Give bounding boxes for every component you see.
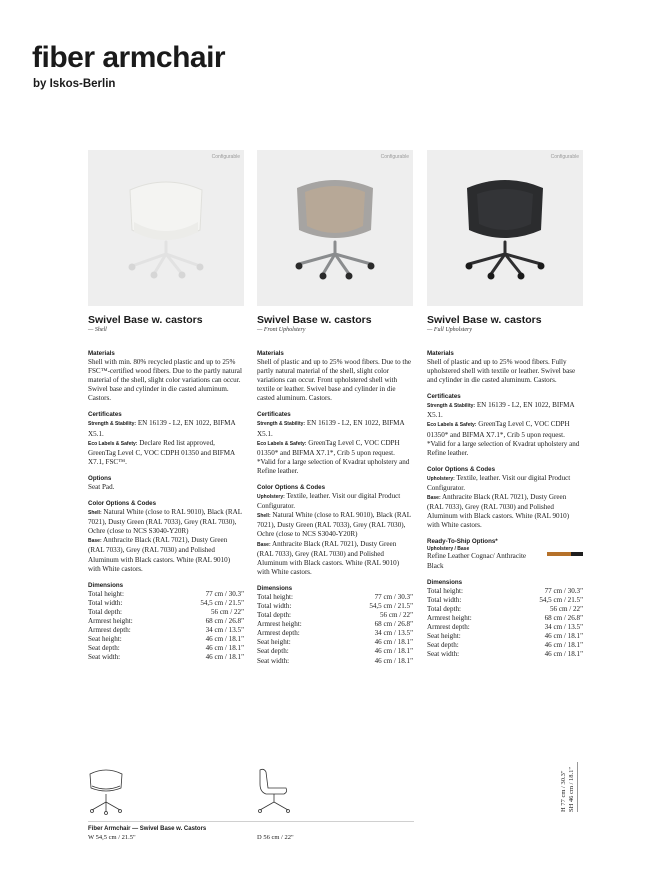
options-heading: Options	[88, 474, 112, 482]
color-option-text: Anthracite Black (RAL 7021), Dusty Green (RAL 7033), Grey (RAL 7030) and Polished Aluminum with Black castors. White (RAL 9010) with White castors.	[427, 493, 570, 530]
dimension-label: Armrest height:	[427, 613, 472, 622]
ready-to-ship-text: Refine Leather Cognac/ Anthracite Black	[427, 552, 527, 570]
materials-heading: Materials	[257, 350, 284, 357]
dimension-row	[427, 596, 583, 605]
dimension-value: 46 cm / 18.1"	[544, 632, 583, 641]
dimension-row	[427, 587, 583, 596]
eco-text: GreenTag Level C, VOC CDPH 01350* and BIFMA X7.1*, Crib 5 upon request. *Valid for a large selection of Kvadrat upholstery and Refine leather.	[427, 420, 580, 457]
color-option-upholstery	[427, 474, 583, 493]
dimension-label: Total width:	[88, 598, 123, 607]
swatch-black	[571, 552, 583, 556]
dimension-row	[88, 644, 244, 653]
dimensions-table	[257, 584, 413, 666]
dimension-row	[88, 653, 244, 662]
color-option-upholstery	[257, 492, 413, 511]
product-image-front-upholstery	[257, 150, 413, 306]
color-option-text: Textile, leather. Visit our digital Product Configurator.	[427, 473, 571, 492]
footer-depth: D 56 cm / 22"	[257, 834, 294, 841]
eco-text: GreenTag Level C, VOC CDPH 01350* and BIFMA X7.1*, Crib 5 upon request. *Valid for a large selection of Kvadrat upholstery and Refine leather.	[257, 438, 410, 475]
dimensions-heading: Dimensions	[257, 584, 293, 592]
color-option-text: Anthracite Black (RAL 7021), Dusty Green (RAL 7033), Grey (RAL 7030) and Polished Aluminum with Black castors. White (RAL 9010) with White castors.	[88, 536, 231, 573]
dimension-value: 34 cm / 13.5"	[374, 629, 413, 638]
dimension-row	[257, 593, 413, 602]
chair-base	[132, 242, 200, 274]
color-option-base	[427, 493, 583, 530]
dimensions-table	[427, 578, 583, 660]
dimension-row	[88, 617, 244, 626]
dimension-value: 46 cm / 18.1"	[544, 641, 583, 650]
color-option-base	[88, 536, 244, 573]
dimension-label: Seat width:	[257, 656, 290, 665]
materials-heading: Materials	[88, 350, 115, 357]
materials-heading: Materials	[427, 350, 454, 357]
strength-text: EN 16139 - L2, EN 1022, BIFMA X5.1.	[427, 401, 575, 420]
dimension-value: 56 cm / 22"	[379, 611, 413, 620]
dimension-value: 46 cm / 18.1"	[205, 644, 244, 653]
color-option-text: Anthracite Black (RAL 7021), Dusty Green (RAL 7033), Grey (RAL 7030) and Polished Aluminum with Black castors. White (RAL 9010) with White castors.	[257, 539, 400, 576]
dimension-label: Total height:	[427, 586, 463, 595]
color-option-shell	[257, 511, 413, 539]
dimension-row	[88, 608, 244, 617]
footer-title: Fiber Armchair — Swivel Base w. Castors	[88, 826, 207, 832]
dimension-label: Armrest depth:	[257, 629, 300, 638]
materials-text: Shell of plastic and up to 25% wood fibers. Due to the partly natural material of the shell, slight color variations can occur. Front upholstered shell with textile or leather. Swivel base and cylinder in die casted aluminum. Castors.	[257, 358, 412, 403]
dimension-value: 46 cm / 18.1"	[374, 656, 413, 665]
color-option-text: Natural White (close to RAL 9010), Black (RAL 7021), Dusty Green (RAL 7033), Grey (RAL 7030), Ochre (close to NCS S3040-Y20R)	[257, 511, 411, 539]
dimension-label: Total height:	[88, 589, 124, 598]
color-option-text: Natural White (close to RAL 9010), Black (RAL 7021), Dusty Green (RAL 7033), Grey (RAL 7030), Ochre (close to NCS S3040-Y20R)	[88, 508, 242, 536]
dimension-row	[257, 638, 413, 647]
dimension-label: Seat width:	[427, 650, 460, 659]
variant-name: — Front Upholstery	[257, 327, 306, 333]
footer-divider	[88, 821, 414, 822]
dimension-value: 77 cm / 30.3"	[374, 592, 413, 601]
color-options-heading: Color Options & Codes	[88, 500, 157, 508]
strength-stability	[427, 401, 583, 420]
dimension-label: Total depth:	[257, 611, 291, 620]
dimension-row	[257, 647, 413, 656]
chair-illustration-front-upholstery	[257, 150, 413, 306]
dimension-value: 34 cm / 13.5"	[205, 626, 244, 635]
product-image-full-upholstery	[427, 150, 583, 306]
color-option-label: Base:	[88, 538, 102, 545]
certificates-heading: Certificates	[88, 411, 122, 419]
dimension-value: 77 cm / 30.3"	[205, 589, 244, 598]
dimension-value: 54,5 cm / 21.5"	[200, 598, 244, 607]
variant-name: — Shell	[88, 327, 107, 333]
footer-width: W 54,5 cm / 21.5"	[88, 834, 136, 841]
dimensions-heading: Dimensions	[427, 578, 463, 586]
color-swatch	[547, 552, 583, 556]
dimension-value: 46 cm / 18.1"	[544, 650, 583, 659]
materials-text: Shell of plastic and up to 25% wood fibers. Fully upholstered shell with textile or leather. Swivel base and cylinder in die casted aluminum. Castors.	[427, 358, 576, 385]
dimension-row	[427, 605, 583, 614]
dimension-label: Total depth:	[88, 607, 122, 616]
side-view-drawing	[254, 764, 294, 818]
dimension-row	[427, 632, 583, 641]
color-options-heading: Color Options & Codes	[257, 484, 326, 492]
dimension-label: Total depth:	[427, 604, 461, 613]
configurable-badge: Configurable	[550, 154, 579, 160]
dimension-value: 46 cm / 18.1"	[205, 635, 244, 644]
model-name: Swivel Base w. castors	[257, 314, 372, 326]
eco-label: Eco Labels & Safety:	[257, 440, 307, 447]
color-option-label: Upholstery:	[257, 494, 285, 501]
dimension-row	[427, 623, 583, 632]
strength-label: Strength & Stability:	[427, 403, 476, 410]
dimension-value: 34 cm / 13.5"	[544, 622, 583, 631]
dimension-row	[88, 635, 244, 644]
dimension-value: 56 cm / 22"	[210, 607, 244, 616]
dimension-label: Total width:	[427, 595, 462, 604]
options-text: Seat Pad.	[88, 482, 115, 491]
dimension-row	[257, 629, 413, 638]
certificates-heading: Certificates	[427, 393, 461, 401]
chair-illustration-shell	[88, 150, 244, 306]
strength-text: EN 16139 - L2, EN 1022, BIFMA X5.1.	[88, 419, 236, 438]
dimension-value: 68 cm / 26.8"	[374, 620, 413, 629]
product-column-shell	[88, 150, 244, 662]
footer-height	[560, 767, 576, 812]
byline: by Iskos-Berlin	[33, 78, 116, 90]
dimension-value: 46 cm / 18.1"	[205, 653, 244, 662]
ready-to-ship-label: Upholstery / Base	[427, 546, 470, 553]
height-indicator-line	[577, 762, 578, 812]
eco-label: Eco Labels & Safety:	[88, 440, 138, 447]
variant-name: — Full Upholstery	[427, 327, 472, 333]
configurable-badge: Configurable	[380, 154, 409, 160]
dimension-label: Armrest height:	[88, 616, 133, 625]
eco-labels	[427, 420, 583, 457]
footer-height-total: H 77 cm / 30.3"	[560, 770, 567, 812]
dimension-row	[257, 602, 413, 611]
dimension-label: Total height:	[257, 592, 293, 601]
color-option-shell	[88, 508, 244, 536]
certificates-heading: Certificates	[257, 411, 291, 419]
dimension-label: Seat depth:	[427, 641, 459, 650]
dimension-value: 68 cm / 26.8"	[544, 613, 583, 622]
front-view-drawing	[86, 764, 126, 818]
color-option-label: Base:	[427, 495, 441, 502]
dimension-label: Seat height:	[88, 635, 122, 644]
dimension-value: 68 cm / 26.8"	[205, 616, 244, 625]
footer-height-seat: SH 46 cm / 18.1"	[568, 766, 575, 812]
model-name: Swivel Base w. castors	[427, 314, 542, 326]
configurable-badge: Configurable	[211, 154, 240, 160]
dimension-value: 56 cm / 22"	[549, 604, 583, 613]
color-options-heading: Color Options & Codes	[427, 465, 496, 473]
dimension-row	[88, 590, 244, 599]
strength-label: Strength & Stability:	[257, 421, 306, 428]
dimension-label: Total width:	[257, 601, 292, 610]
product-image-shell	[88, 150, 244, 306]
dimension-label: Armrest depth:	[88, 626, 131, 635]
dimension-label: Seat height:	[257, 638, 291, 647]
dimension-value: 46 cm / 18.1"	[374, 638, 413, 647]
eco-text: Declare Red list approved, GreenTag Level C, VOC CDPH 01350 and BIFMA X7.1, FSC™.	[88, 438, 235, 466]
dimension-row	[427, 650, 583, 659]
chair-illustration-full-upholstery	[427, 150, 583, 306]
materials-text: Shell with min. 80% recycled plastic and up to 25% FSC™-certified wood fibers. Due to the partly natural material of the shell, slight color variations can occur. Swivel base and cylinder in die casted aluminum. Castors.	[88, 358, 242, 403]
dimension-label: Seat width:	[88, 653, 121, 662]
dimension-value: 54,5 cm / 21.5"	[369, 601, 413, 610]
dimension-label: Seat depth:	[257, 647, 289, 656]
dimension-label: Armrest height:	[257, 620, 302, 629]
dimension-value: 46 cm / 18.1"	[374, 647, 413, 656]
dimension-row	[257, 620, 413, 629]
dimension-value: 77 cm / 30.3"	[544, 586, 583, 595]
dimension-row	[88, 599, 244, 608]
color-option-label: Shell:	[88, 510, 102, 517]
strength-stability	[88, 419, 244, 438]
page-title: fiber armchair	[32, 41, 226, 74]
color-option-base	[257, 540, 413, 577]
strength-stability	[257, 419, 413, 438]
swatch-cognac	[547, 552, 559, 556]
dimension-row	[427, 614, 583, 623]
ready-to-ship	[427, 537, 583, 570]
dimension-value: 54,5 cm / 21.5"	[539, 595, 583, 604]
color-option-label: Shell:	[257, 513, 271, 520]
product-column-front-upholstery	[257, 150, 413, 666]
dimension-label: Seat depth:	[88, 644, 120, 653]
eco-label: Eco Labels & Safety:	[427, 422, 477, 429]
eco-labels	[88, 439, 244, 467]
dimension-row	[257, 611, 413, 620]
color-option-label: Base:	[257, 541, 271, 548]
dimension-row	[427, 641, 583, 650]
product-column-full-upholstery	[427, 150, 583, 659]
ready-to-ship-heading: Ready-To-Ship Options*	[427, 538, 498, 546]
dimensions-heading: Dimensions	[88, 581, 124, 589]
eco-labels	[257, 439, 413, 476]
strength-text: EN 16139 - L2, EN 1022, BIFMA X5.1.	[257, 419, 405, 438]
dimension-label: Seat height:	[427, 632, 461, 641]
color-option-text: Textile, leather. Visit our digital Product Configurator.	[257, 492, 401, 511]
model-name: Swivel Base w. castors	[88, 314, 203, 326]
swatch-cognac	[559, 552, 571, 556]
dimension-label: Armrest depth:	[427, 622, 470, 631]
dimension-row	[257, 657, 413, 666]
color-option-label: Upholstery:	[427, 475, 455, 482]
dimensions-table	[88, 581, 244, 663]
dimension-row	[88, 626, 244, 635]
strength-label: Strength & Stability:	[88, 421, 137, 428]
